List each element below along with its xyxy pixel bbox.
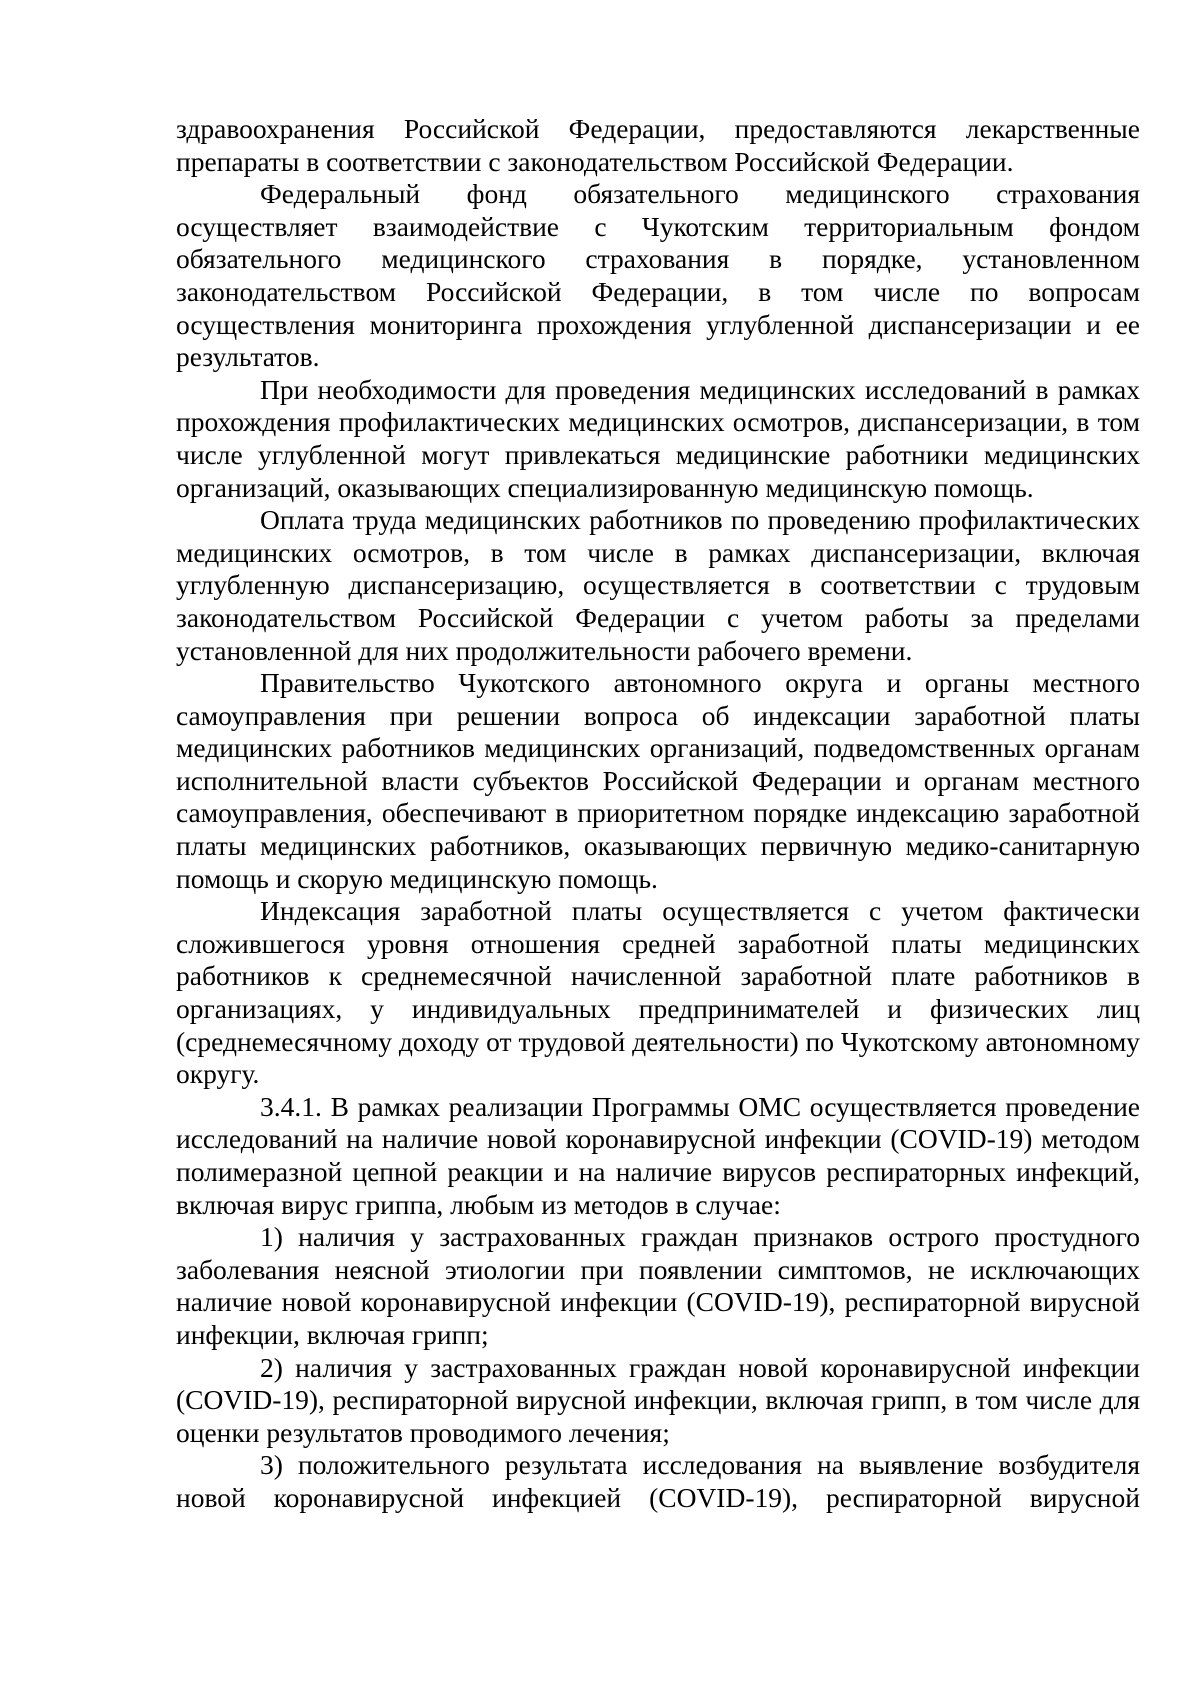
document-body — [176, 113, 1140, 1515]
list-item: 3) положительного результата исследования на выявление возбудителя новой коронавирусной инфекцией (COVID-19), респираторной вирусной — [176, 1449, 1140, 1513]
paragraph: Оплата труда медицинских работников по проведению профилактических медицинских осмотров, в том числе в рамках диспансеризации, включая углубленную диспансеризацию, осуществляется в соответствии с трудовым законодательством Российской Федерации с учетом работы за пределами установленной для них продолжительности рабочего времени. — [176, 504, 1140, 666]
list-item: 2) наличия у застрахованных граждан новой коронавирусной инфекции (COVID-19), респираторной вирусной инфекции, включая грипп, в том числе для оценки результатов проводимого лечения; — [176, 1351, 1140, 1448]
paragraph: Индексация заработной платы осуществляется с учетом фактически сложившегося уровня отношения средней заработной платы медицинских работников к среднемесячной начисленной заработной плате работников в организациях, у индивидуальных предпринимателей и физических лиц (среднемесячному доходу от трудовой деятельности) по Чукотскому автономному округу. — [176, 895, 1140, 1090]
list-item: 1) наличия у застрахованных граждан признаков острого простудного заболевания неясной этиологии при появлении симптомов, не исключающих наличие новой коронавирусной инфекции (COVID-19), респираторной вирусной инфекции, включая грипп; — [176, 1221, 1140, 1350]
paragraph: 3.4.1. В рамках реализации Программы ОМС осуществляется проведение исследований на наличие новой коронавирусной инфекции (COVID-19) методом полимеразной цепной реакции и на наличие вирусов респираторных инфекций, включая вирус гриппа, любым из методов в случае: — [176, 1090, 1140, 1220]
paragraph: здравоохранения Российской Федерации, предоставляются лекарственные препараты в соответствии с законодательством Российской Федерации. — [176, 113, 1140, 177]
paragraph: При необходимости для проведения медицинских исследований в рамках прохождения профилактических медицинских осмотров, диспансеризации, в том числе углубленной могут привлекаться медицинские работники медицинских организаций, оказывающих специализированную медицинскую помощь. — [176, 373, 1140, 503]
paragraph: Правительство Чукотского автономного округа и органы местного самоуправления при решении вопроса об индексации заработной платы медицинских работников медицинских организаций, подведомственных органам исполнительной власти субъектов Российской Федерации и органам местного самоуправления, обеспечивают в приоритетном порядке индексацию заработной платы медицинских работников, оказывающих первичную медико-санитарную помощь и скорую медицинскую помощь. — [176, 667, 1140, 894]
paragraph: Федеральный фонд обязательного медицинского страхования осуществляет взаимодействие с Чукотским территориальным фондом обязательного медицинского страхования в порядке, установленном законодательством Российской Федерации, в том числе по вопросам осуществления мониторинга прохождения углубленной диспансеризации и ее результатов. — [176, 178, 1140, 373]
